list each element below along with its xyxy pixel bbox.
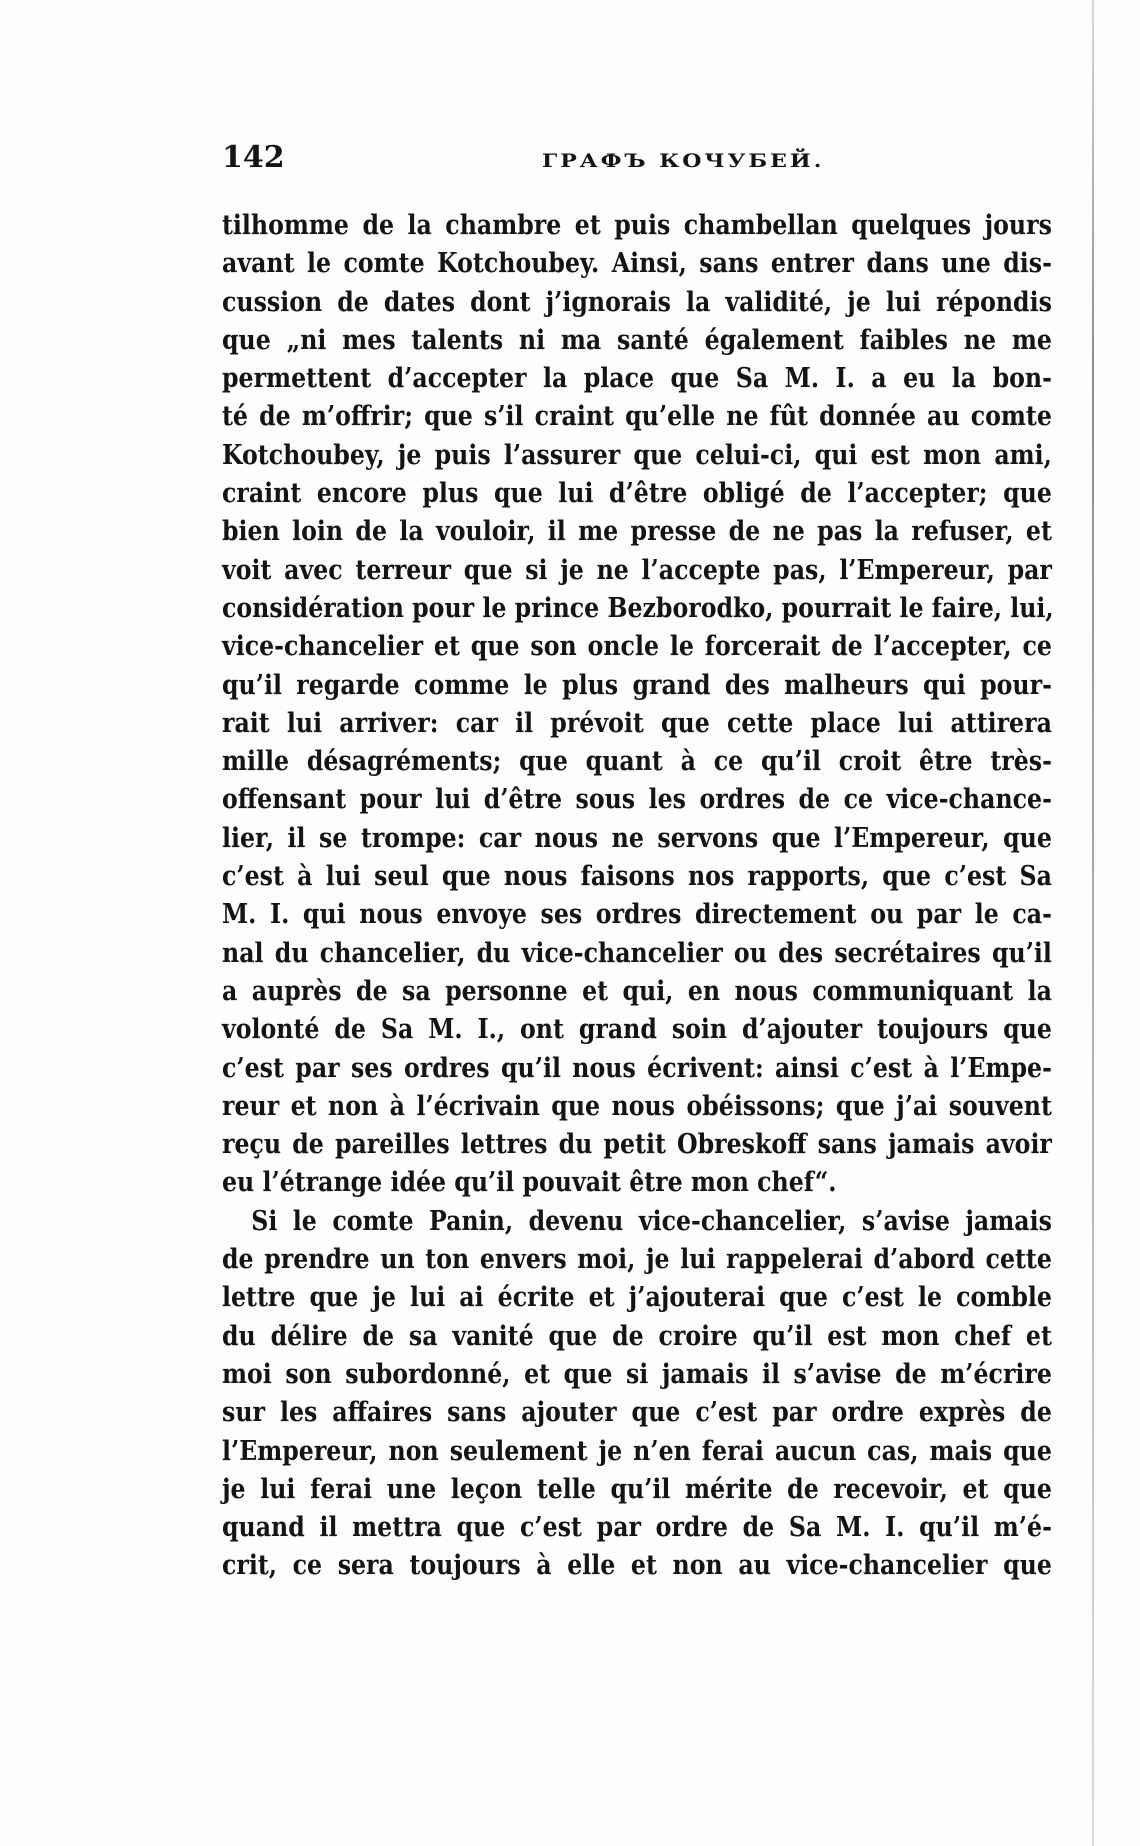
text-line: vice-chancelier et que son oncle le forcerait de l’accepter, ce bbox=[222, 630, 1052, 663]
text-line: sur les affaires sans ajouter que c’est par ordre exprès de bbox=[222, 1396, 1052, 1429]
scan-edge-shadow bbox=[1092, 0, 1094, 1846]
text-line: cussion de dates dont j’ignorais la validité, je lui répondis bbox=[222, 285, 1052, 318]
page-number: 142 bbox=[222, 140, 285, 175]
text-line: que „ni mes talents ni ma santé également faibles ne me bbox=[222, 323, 1052, 356]
text-line: rait lui arriver: car il prévoit que cette place lui attirera bbox=[222, 706, 1052, 739]
text-line: offensant pour lui d’être sous les ordres de ce vice-chance- bbox=[222, 783, 1052, 816]
text-line: l’Empereur, non seulement je n’en ferai aucun cas, mais que bbox=[222, 1434, 1052, 1467]
text-line: mille désagréments; que quant à ce qu’il croit être très- bbox=[222, 745, 1052, 778]
text-line: je lui ferai une leçon telle qu’il mérite de recevoir, et que bbox=[222, 1472, 1052, 1505]
text-line: avant le comte Kotchoubey. Ainsi, sans entrer dans une dis- bbox=[222, 247, 1052, 280]
text-line: tilhomme de la chambre et puis chambellan quelques jours bbox=[222, 209, 1052, 241]
text-line: Si le comte Panin, devenu vice-chancelier, s’avise jamais bbox=[251, 1204, 1052, 1237]
text-line: M. I. qui nous envoye ses ordres directement ou par le ca- bbox=[222, 898, 1052, 931]
text-line: té de m’offrir; que s’il craint qu’elle ne fût donnée au comte bbox=[222, 400, 1052, 433]
text-line: craint encore plus que lui d’être obligé de l’accepter; que bbox=[222, 477, 1052, 510]
text-line: c’est par ses ordres qu’il nous écrivent: ainsi c’est à l’Empe- bbox=[222, 1051, 1052, 1084]
body-text bbox=[222, 206, 1052, 1585]
text-line: Kotchoubey, je puis l’assurer que celui-ci, qui est mon ami, bbox=[222, 438, 1052, 471]
text-line: eu l’étrange idée qu’il pouvait être mon chef“. bbox=[222, 1166, 837, 1199]
text-line: reur et non à l’écrivain que nous obéissons; que j’ai souvent bbox=[222, 1089, 1052, 1122]
text-line: considération pour le prince Bezborodko, pourrait le faire, lui, bbox=[222, 591, 1054, 624]
text-line: a auprès de sa personne et qui, en nous communiquant la bbox=[222, 974, 1052, 1007]
text-line: de prendre un ton envers moi, je lui rappelerai d’abord cette bbox=[222, 1243, 1052, 1276]
running-title: ГРАФЪ КОЧУБЕЙ. bbox=[542, 149, 825, 173]
text-line: volonté de Sa M. I., ont grand soin d’ajouter toujours que bbox=[222, 1013, 1052, 1046]
text-line: bien loin de la vouloir, il me presse de ne pas la refuser, et bbox=[222, 515, 1052, 548]
text-line: lettre que je lui ai écrite et j’ajouterai que c’est le comble bbox=[222, 1281, 1052, 1314]
text-line: nal du chancelier, du vice-chancelier ou des secrétaires qu’il bbox=[222, 936, 1052, 969]
text-line: quand il mettra que c’est par ordre de Sa M. I. qu’il m’é- bbox=[222, 1511, 1052, 1544]
page-header bbox=[222, 140, 1052, 180]
text-line: du délire de sa vanité que de croire qu’il est mon chef et bbox=[222, 1319, 1052, 1352]
text-line: moi son subordonné, et que si jamais il s’avise de m’écrire bbox=[222, 1357, 1052, 1390]
text-line: permettent d’accepter la place que Sa M. I. a eu la bon- bbox=[222, 362, 1052, 395]
text-line: reçu de pareilles lettres du petit Obreskoff sans jamais avoir bbox=[222, 1128, 1052, 1161]
text-line: c’est à lui seul que nous faisons nos rapports, que c’est Sa bbox=[222, 860, 1052, 893]
text-line: qu’il regarde comme le plus grand des malheurs qui pour- bbox=[222, 668, 1052, 701]
text-line: crit, ce sera toujours à elle et non au vice-chancelier que bbox=[222, 1549, 1052, 1582]
text-line: lier, il se trompe: car nous ne servons que l’Empereur, que bbox=[222, 821, 1052, 854]
text-line: voit avec terreur que si je ne l’accepte pas, l’Empereur, par bbox=[222, 553, 1052, 586]
